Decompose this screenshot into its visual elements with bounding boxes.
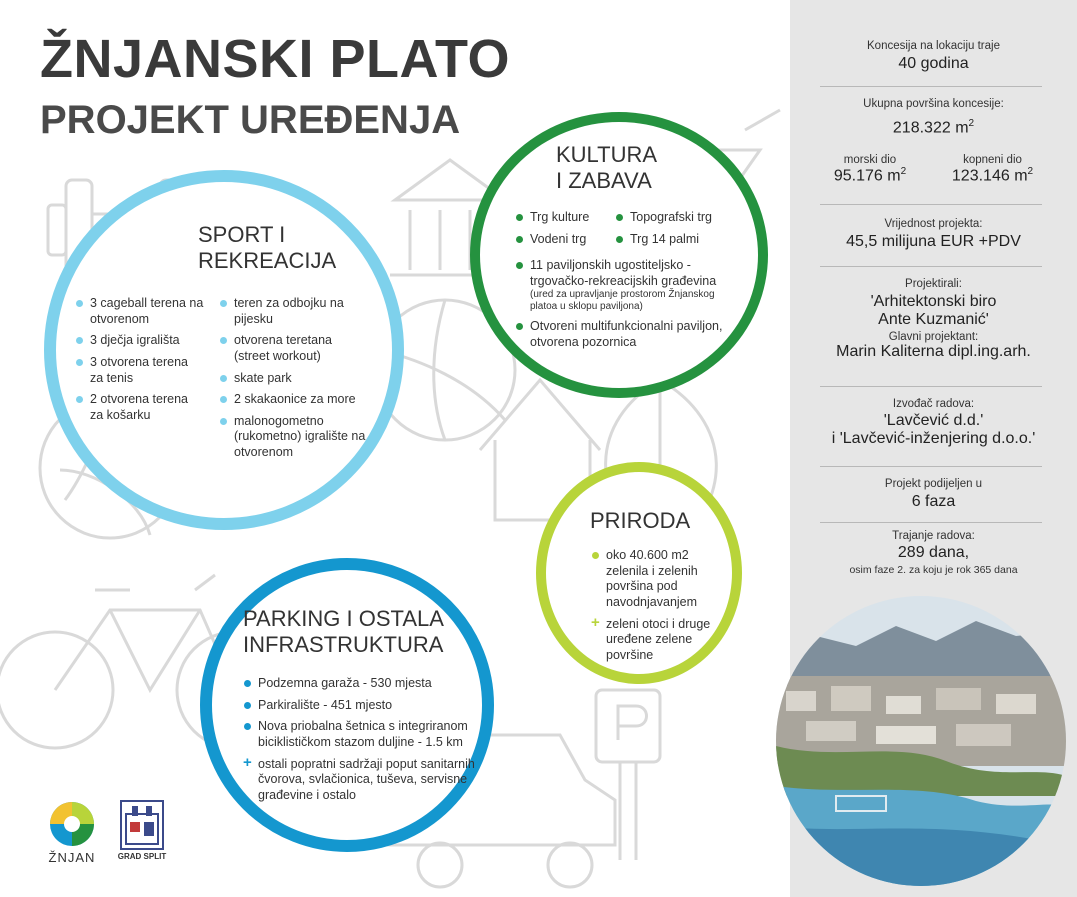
- sport-title-line1: SPORT I: [198, 222, 286, 247]
- coat-of-arms-icon: [120, 800, 164, 850]
- list-item: teren za odbojku na pijesku: [220, 296, 370, 327]
- trajanje-value: 289 dana,: [897, 544, 970, 561]
- list-item: Podzemna garaža - 530 mjesta: [244, 676, 480, 692]
- kopneni-value: 123.146 $m^2$: [951, 166, 1034, 185]
- znjan-logo-text: ŽNJAN: [48, 850, 96, 865]
- bullet-icon: [220, 375, 227, 382]
- aerial-photo-illustration: [776, 596, 1066, 886]
- bullet-icon: [76, 359, 83, 366]
- list-item: Parkiralište - 451 mjesto: [244, 698, 480, 714]
- grad-split-logo: [117, 800, 167, 861]
- list-item: otvorena teretana (street workout): [220, 333, 370, 364]
- bullet-icon: [616, 236, 623, 243]
- bullet-icon: [592, 552, 599, 559]
- projektirali-line1: 'Arhitektonski biro: [870, 293, 997, 310]
- kultura-grid-col2: [616, 210, 726, 253]
- bullet-icon: [220, 300, 227, 307]
- parking-sign-icon: [596, 690, 660, 860]
- bullet-icon: [516, 262, 523, 269]
- list-item: malonogometno (rukometno) igralište na otvorenom: [220, 414, 370, 461]
- sport-title: [198, 222, 336, 275]
- list-item: Otvoreni multifunkcionalni paviljon, otvorena pozornica: [516, 319, 736, 350]
- plus-icon: +: [243, 753, 252, 771]
- bullet-icon: [616, 214, 623, 221]
- kultura-list: [516, 258, 736, 357]
- list-item: Trg kulture: [516, 210, 621, 226]
- plus-icon: +: [591, 613, 600, 631]
- bullet-icon: [220, 337, 227, 344]
- izvodjac-line1: 'Lavčević d.d.': [883, 412, 984, 429]
- list-item: oko 40.600 m2 zelenila i zelenih površina pod navodnjavanjem: [592, 548, 732, 611]
- list-item: + ostali popratni sadržaji poput sanitarnih čvorova, svlačionica, tuševa, servisne građevine i ostalo: [243, 753, 475, 802]
- faze-value: 6 faza: [911, 493, 956, 510]
- list-item: Vodeni trg: [516, 232, 621, 248]
- kopneni-block: [930, 154, 1055, 185]
- aerial-photo: [776, 596, 1066, 886]
- parking-title-line2: INFRASTRUKTURA: [243, 632, 444, 658]
- list-item: 2 otvorena terena za košarku: [76, 392, 204, 423]
- morski-block: [810, 154, 930, 185]
- bullet-icon: [220, 396, 227, 403]
- list-item: 3 dječja igrališta: [76, 333, 204, 349]
- list-item: skate park: [220, 371, 370, 387]
- parking-list: [244, 676, 480, 809]
- page-subtitle: PROJEKT UREĐENJA: [40, 98, 461, 142]
- parking-title-line1: PARKING I OSTALA: [243, 606, 444, 631]
- povrsina-value: 218.322 $m^2$: [892, 118, 975, 137]
- priroda-title: PRIRODA: [590, 508, 691, 533]
- kultura-note: (ured za upravljanje prostorom Žnjanskog platoa u sklopu paviljona): [530, 289, 715, 313]
- sport-title-line2: REKREACIJA: [198, 248, 337, 274]
- kopneni-label: kopneni dio: [963, 154, 1022, 166]
- trajanje-label: Trajanje radova:: [892, 530, 975, 542]
- koncesija-value: 40 godina: [898, 55, 969, 72]
- bullet-icon: [244, 702, 251, 709]
- znjan-logo: [48, 800, 96, 865]
- izvodjac-label: Izvođač radova:: [892, 398, 975, 410]
- kultura-title-line2: I ZABAVA: [556, 168, 652, 194]
- list-item: Nova priobalna šetnica s integriranom biciklističkom stazom duljine - 1.5 km: [244, 719, 480, 750]
- sport-list-col2: [220, 296, 370, 467]
- povrsina-label: Ukupna površina koncesije:: [863, 98, 1004, 110]
- list-item: + zeleni otoci i druge uređene zelene površine: [591, 613, 711, 662]
- vrijednost-label: Vrijednost projekta:: [884, 218, 983, 230]
- page-title: ŽNJANSKI PLATO: [40, 29, 511, 89]
- izvodjac-line2: i 'Lavčević-inženjering d.o.o.': [831, 430, 1036, 447]
- sport-list-col1: [76, 296, 204, 429]
- bullet-icon: [244, 723, 251, 730]
- projektirali-block: [790, 278, 1077, 361]
- list-item: Trg 14 palmi: [616, 232, 726, 248]
- bullet-icon: [220, 418, 227, 425]
- koncesija-label: Koncesija na lokaciju traje: [867, 40, 1000, 52]
- bullet-icon: [76, 396, 83, 403]
- trajanje-block: [790, 530, 1077, 576]
- list-item: 3 cageball terena na otvorenom: [76, 296, 204, 327]
- list-item: 11 paviljonskih ugostiteljsko -trgovačko-rekreacijskih građevina (ured za upravljanje prostorom Žnjanskog platoa u sklopu paviljona): [516, 258, 736, 313]
- koncesija-block: [790, 40, 1077, 73]
- bullet-icon: [76, 300, 83, 307]
- list-item: 3 otvorena terena za tenis: [76, 355, 204, 386]
- vrijednost-value: 45,5 milijuna EUR +PDV: [846, 233, 1021, 250]
- parking-title: [243, 606, 444, 659]
- glavni-value: Marin Kaliterna dipl.ing.arh.: [836, 343, 1031, 360]
- kultura-title: [556, 142, 657, 195]
- bullet-icon: [244, 680, 251, 687]
- bullet-icon: [516, 323, 523, 330]
- projektirali-line2: Ante Kuzmanić': [878, 311, 989, 328]
- divider: [820, 266, 1042, 267]
- povrsina-block: [790, 98, 1077, 137]
- morski-label: morski dio: [843, 154, 897, 166]
- faze-block: [790, 478, 1077, 511]
- faze-label: Projekt podijeljen u: [884, 478, 983, 490]
- divider: [820, 466, 1042, 467]
- divider: [820, 522, 1042, 523]
- priroda-list: [592, 548, 732, 669]
- grad-split-text: GRAD SPLIT: [117, 852, 167, 861]
- znjan-logo-icon: [48, 800, 96, 848]
- bullet-icon: [516, 236, 523, 243]
- izvodjac-block: [790, 398, 1077, 448]
- trajanje-note: osim faze 2. za koju je rok 365 dana: [849, 564, 1018, 576]
- vrijednost-block: [790, 218, 1077, 251]
- bullet-icon: [516, 214, 523, 221]
- glavni-label: Glavni projektant:: [888, 331, 979, 343]
- list-item: Topografski trg: [616, 210, 726, 226]
- divider: [820, 386, 1042, 387]
- bullet-icon: [76, 337, 83, 344]
- divider: [820, 86, 1042, 87]
- divider: [820, 204, 1042, 205]
- morski-value: 95.176 $m^2$: [833, 166, 907, 185]
- list-item: 2 skakaonice za more: [220, 392, 370, 408]
- kultura-grid-col1: [516, 210, 621, 253]
- projektirali-label: Projektirali:: [905, 278, 962, 290]
- kultura-title-line1: KULTURA: [556, 142, 658, 167]
